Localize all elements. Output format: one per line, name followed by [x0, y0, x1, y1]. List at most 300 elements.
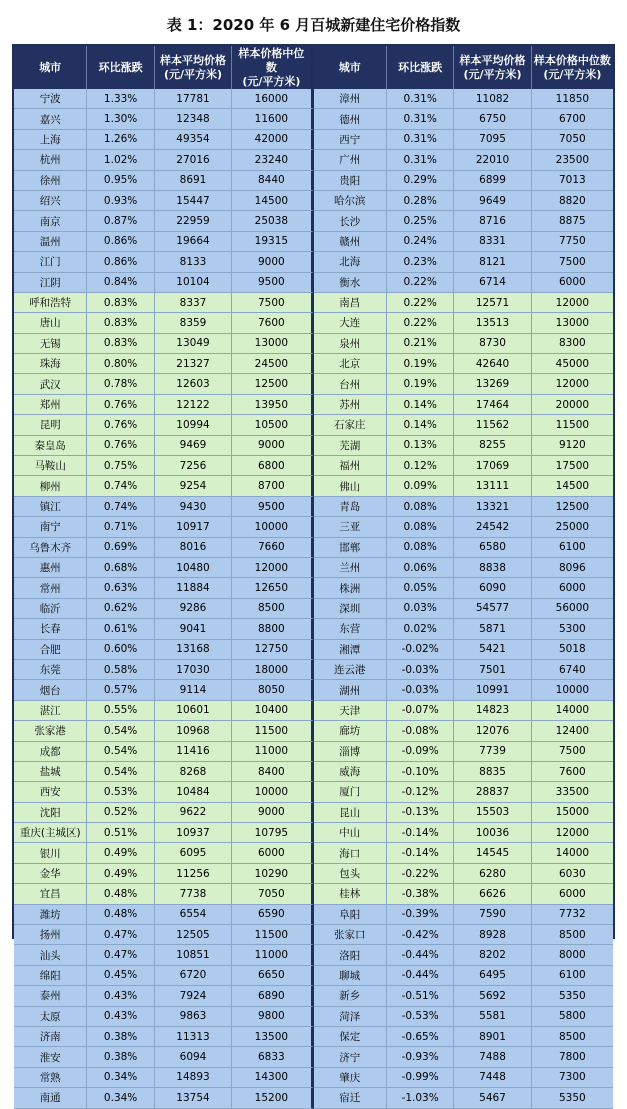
table-row — [14, 966, 613, 986]
city-cell: 唐山 — [14, 313, 87, 333]
avg-price-cell: 6094 — [155, 1047, 232, 1067]
avg-price-cell: 9622 — [155, 803, 232, 823]
table-row — [14, 721, 613, 741]
mom-cell: -1.03% — [387, 1088, 454, 1108]
median-price-cell: 12000 — [232, 558, 313, 578]
mom-cell: 0.54% — [87, 742, 154, 762]
city-cell: 东莞 — [14, 660, 87, 680]
median-price-cell: 13000 — [532, 313, 613, 333]
median-price-cell: 14300 — [232, 1068, 313, 1088]
avg-price-cell: 11416 — [155, 742, 232, 762]
median-price-cell: 25000 — [532, 517, 613, 537]
median-price-cell: 6650 — [232, 966, 313, 986]
avg-price-cell: 27016 — [155, 150, 232, 170]
mom-cell: 0.86% — [87, 252, 154, 272]
table-row — [14, 640, 613, 660]
avg-price-cell: 13513 — [454, 313, 531, 333]
mom-cell: 0.34% — [87, 1068, 154, 1088]
median-price-cell: 56000 — [532, 599, 613, 619]
median-price-cell: 8400 — [232, 762, 313, 782]
table-row — [14, 1088, 613, 1108]
mom-cell: -0.38% — [387, 884, 454, 904]
city-cell: 保定 — [314, 1027, 387, 1047]
city-cell: 成都 — [14, 742, 87, 762]
mom-cell: 1.02% — [87, 150, 154, 170]
table-row — [14, 823, 613, 843]
avg-price-cell: 10917 — [155, 517, 232, 537]
avg-price-cell: 13269 — [454, 374, 531, 394]
city-cell: 宁波 — [14, 89, 87, 109]
avg-price-cell: 10601 — [155, 701, 232, 721]
city-cell: 南昌 — [314, 293, 387, 313]
avg-price-cell: 5692 — [454, 986, 531, 1006]
table-row — [14, 782, 613, 802]
table-row — [14, 803, 613, 823]
city-cell: 金华 — [14, 864, 87, 884]
table-row — [14, 313, 613, 333]
city-cell: 临沂 — [14, 599, 87, 619]
avg-price-cell: 12603 — [155, 374, 232, 394]
mom-cell: 0.45% — [87, 966, 154, 986]
mom-cell: 0.58% — [87, 660, 154, 680]
mom-cell: 0.93% — [87, 191, 154, 211]
avg-price-cell: 8331 — [454, 232, 531, 252]
avg-price-cell: 8928 — [454, 925, 531, 945]
avg-price-cell: 9041 — [155, 619, 232, 639]
city-cell: 包头 — [314, 864, 387, 884]
avg-price-cell: 9863 — [155, 1007, 232, 1027]
city-cell: 绍兴 — [14, 191, 87, 211]
table-row — [14, 762, 613, 782]
avg-price-cell: 14545 — [454, 843, 531, 863]
table-row — [14, 884, 613, 904]
city-cell: 烟台 — [14, 680, 87, 700]
median-price-cell: 7800 — [532, 1047, 613, 1067]
table-row — [14, 334, 613, 354]
median-price-cell: 8000 — [532, 945, 613, 965]
avg-price-cell: 24542 — [454, 517, 531, 537]
city-cell: 合肥 — [14, 640, 87, 660]
avg-price-cell: 9114 — [155, 680, 232, 700]
city-cell: 哈尔滨 — [314, 191, 387, 211]
avg-price-cell: 21327 — [155, 354, 232, 374]
city-cell: 江阴 — [14, 273, 87, 293]
city-cell: 长春 — [14, 619, 87, 639]
city-cell: 泉州 — [314, 334, 387, 354]
table-row — [14, 130, 613, 150]
median-price-cell: 10500 — [232, 415, 313, 435]
avg-price-cell: 6095 — [155, 843, 232, 863]
mom-cell: 0.22% — [387, 313, 454, 333]
avg-price-cell: 7448 — [454, 1068, 531, 1088]
mom-cell: -0.99% — [387, 1068, 454, 1088]
table-body — [14, 89, 613, 1109]
avg-price-cell: 15447 — [155, 191, 232, 211]
median-price-cell: 8500 — [532, 1027, 613, 1047]
median-price-cell: 9000 — [232, 252, 313, 272]
city-cell: 江门 — [14, 252, 87, 272]
table-row — [14, 232, 613, 252]
city-cell: 汕头 — [14, 945, 87, 965]
mom-cell: 0.14% — [387, 395, 454, 415]
table-row — [14, 517, 613, 537]
mom-cell: -0.12% — [387, 782, 454, 802]
table-row — [14, 1027, 613, 1047]
city-cell: 洛阳 — [314, 945, 387, 965]
table-row — [14, 273, 613, 293]
mom-cell: 0.55% — [87, 701, 154, 721]
mom-cell: 0.83% — [87, 313, 154, 333]
avg-price-cell: 6090 — [454, 578, 531, 598]
avg-price-cell: 17781 — [155, 89, 232, 109]
median-price-cell: 11600 — [232, 109, 313, 129]
city-cell: 北京 — [314, 354, 387, 374]
avg-price-cell: 10104 — [155, 273, 232, 293]
mom-cell: 0.14% — [387, 415, 454, 435]
median-price-cell: 11500 — [232, 721, 313, 741]
median-price-cell: 12650 — [232, 578, 313, 598]
mom-cell: 0.19% — [387, 374, 454, 394]
avg-price-cell: 7256 — [155, 456, 232, 476]
mom-cell: 0.03% — [387, 599, 454, 619]
median-price-cell: 14500 — [532, 476, 613, 496]
median-price-cell: 5800 — [532, 1007, 613, 1027]
median-price-cell: 14500 — [232, 191, 313, 211]
avg-price-cell: 22010 — [454, 150, 531, 170]
median-price-cell: 8700 — [232, 476, 313, 496]
median-price-cell: 8440 — [232, 171, 313, 191]
city-cell: 新乡 — [314, 986, 387, 1006]
mom-cell: 0.61% — [87, 619, 154, 639]
avg-price-cell: 13049 — [155, 334, 232, 354]
mom-cell: -0.02% — [387, 640, 454, 660]
city-cell: 常熟 — [14, 1068, 87, 1088]
table-row — [14, 171, 613, 191]
city-cell: 厦门 — [314, 782, 387, 802]
city-cell: 菏泽 — [314, 1007, 387, 1027]
mom-cell: -0.44% — [387, 966, 454, 986]
median-price-cell: 13950 — [232, 395, 313, 415]
avg-price-cell: 6495 — [454, 966, 531, 986]
median-price-cell: 9000 — [232, 803, 313, 823]
city-cell: 三亚 — [314, 517, 387, 537]
table-row — [14, 1068, 613, 1088]
city-cell: 贵阳 — [314, 171, 387, 191]
median-price-cell: 11850 — [532, 89, 613, 109]
median-price-cell: 11000 — [232, 742, 313, 762]
mom-cell: 0.68% — [87, 558, 154, 578]
mom-cell: 0.83% — [87, 293, 154, 313]
median-price-cell: 13500 — [232, 1027, 313, 1047]
mom-cell: 1.26% — [87, 130, 154, 150]
header-avg-line2: (元/平方米) — [163, 67, 223, 81]
mom-cell: 0.86% — [87, 232, 154, 252]
mom-cell: 0.62% — [87, 599, 154, 619]
city-cell: 漳州 — [314, 89, 387, 109]
header-mom-right: 环比涨跌 — [387, 46, 454, 89]
median-price-cell: 10000 — [532, 680, 613, 700]
mom-cell: -0.42% — [387, 925, 454, 945]
median-price-cell: 5018 — [532, 640, 613, 660]
mom-cell: 0.76% — [87, 415, 154, 435]
city-cell: 石家庄 — [314, 415, 387, 435]
table-row — [14, 211, 613, 231]
city-cell: 扬州 — [14, 925, 87, 945]
mom-cell: -0.44% — [387, 945, 454, 965]
table-row — [14, 252, 613, 272]
table-row — [14, 1007, 613, 1027]
avg-price-cell: 49354 — [155, 130, 232, 150]
mom-cell: -0.13% — [387, 803, 454, 823]
mom-cell: 0.84% — [87, 273, 154, 293]
mom-cell: 0.78% — [87, 374, 154, 394]
mom-cell: 0.48% — [87, 905, 154, 925]
avg-price-cell: 8691 — [155, 171, 232, 191]
mom-cell: -0.14% — [387, 823, 454, 843]
avg-price-cell: 17464 — [454, 395, 531, 415]
city-cell: 威海 — [314, 762, 387, 782]
avg-price-cell: 9430 — [155, 497, 232, 517]
city-cell: 宜昌 — [14, 884, 87, 904]
city-cell: 沈阳 — [14, 803, 87, 823]
avg-price-cell: 6580 — [454, 538, 531, 558]
table-row — [14, 109, 613, 129]
avg-price-cell: 11082 — [454, 89, 531, 109]
table-row — [14, 456, 613, 476]
city-cell: 青岛 — [314, 497, 387, 517]
table-row — [14, 415, 613, 435]
mom-cell: -0.03% — [387, 660, 454, 680]
avg-price-cell: 5467 — [454, 1088, 531, 1108]
avg-price-cell: 8268 — [155, 762, 232, 782]
city-cell: 无锡 — [14, 334, 87, 354]
table-header — [14, 46, 613, 89]
city-cell: 秦皇岛 — [14, 436, 87, 456]
avg-price-cell: 5871 — [454, 619, 531, 639]
mom-cell: 0.28% — [387, 191, 454, 211]
header-med-line2: (元/平方米) — [242, 74, 301, 88]
mom-cell: 0.29% — [387, 171, 454, 191]
city-cell: 徐州 — [14, 171, 87, 191]
avg-price-cell: 10036 — [454, 823, 531, 843]
median-price-cell: 10000 — [232, 517, 313, 537]
median-price-cell: 6100 — [532, 538, 613, 558]
header-avg-price-right — [454, 46, 531, 89]
mom-cell: 0.74% — [87, 497, 154, 517]
median-price-cell: 7050 — [232, 884, 313, 904]
mom-cell: 0.69% — [87, 538, 154, 558]
median-price-cell: 6000 — [232, 843, 313, 863]
mom-cell: -0.07% — [387, 701, 454, 721]
median-price-cell: 7500 — [232, 293, 313, 313]
avg-price-cell: 6750 — [454, 109, 531, 129]
mom-cell: 0.76% — [87, 436, 154, 456]
avg-price-cell: 7501 — [454, 660, 531, 680]
city-cell: 惠州 — [14, 558, 87, 578]
city-cell: 聊城 — [314, 966, 387, 986]
mom-cell: 0.08% — [387, 497, 454, 517]
city-cell: 海口 — [314, 843, 387, 863]
mom-cell: 0.52% — [87, 803, 154, 823]
median-price-cell: 14000 — [532, 843, 613, 863]
mom-cell: 0.31% — [387, 130, 454, 150]
mom-cell: 0.49% — [87, 843, 154, 863]
mom-cell: 0.23% — [387, 252, 454, 272]
avg-price-cell: 8716 — [454, 211, 531, 231]
mom-cell: 0.19% — [387, 354, 454, 374]
mom-cell: -0.10% — [387, 762, 454, 782]
city-cell: 兰州 — [314, 558, 387, 578]
median-price-cell: 7500 — [532, 252, 613, 272]
median-price-cell: 6000 — [532, 884, 613, 904]
mom-cell: 0.49% — [87, 864, 154, 884]
mom-cell: -0.93% — [387, 1047, 454, 1067]
city-cell: 衡水 — [314, 273, 387, 293]
avg-price-cell: 6626 — [454, 884, 531, 904]
table-row — [14, 293, 613, 313]
median-price-cell: 6590 — [232, 905, 313, 925]
city-cell: 宿迁 — [314, 1088, 387, 1108]
avg-price-cell: 7590 — [454, 905, 531, 925]
city-cell: 张家口 — [314, 925, 387, 945]
avg-price-cell: 7095 — [454, 130, 531, 150]
table-row — [14, 843, 613, 863]
city-cell: 株洲 — [314, 578, 387, 598]
city-cell: 赣州 — [314, 232, 387, 252]
avg-price-cell: 6720 — [155, 966, 232, 986]
table-row — [14, 742, 613, 762]
median-price-cell: 5350 — [532, 1088, 613, 1108]
city-cell: 邯郸 — [314, 538, 387, 558]
avg-price-cell: 11313 — [155, 1027, 232, 1047]
avg-price-cell: 5421 — [454, 640, 531, 660]
median-price-cell: 10000 — [232, 782, 313, 802]
median-price-cell: 10290 — [232, 864, 313, 884]
median-price-cell: 16000 — [232, 89, 313, 109]
median-price-cell: 7600 — [532, 762, 613, 782]
mom-cell: 0.09% — [387, 476, 454, 496]
table-row — [14, 395, 613, 415]
mom-cell: 0.53% — [87, 782, 154, 802]
mom-cell: 0.87% — [87, 211, 154, 231]
table-row — [14, 578, 613, 598]
avg-price-cell: 10994 — [155, 415, 232, 435]
median-price-cell: 14000 — [532, 701, 613, 721]
mom-cell: 0.83% — [87, 334, 154, 354]
avg-price-cell: 5581 — [454, 1007, 531, 1027]
avg-price-cell: 8255 — [454, 436, 531, 456]
median-price-cell: 8800 — [232, 619, 313, 639]
mom-cell: 0.08% — [387, 517, 454, 537]
mom-cell: 0.31% — [387, 89, 454, 109]
median-price-cell: 45000 — [532, 354, 613, 374]
avg-price-cell: 6280 — [454, 864, 531, 884]
avg-price-cell: 7739 — [454, 742, 531, 762]
mom-cell: 0.60% — [87, 640, 154, 660]
city-cell: 呼和浩特 — [14, 293, 87, 313]
city-cell: 深圳 — [314, 599, 387, 619]
avg-price-cell: 9469 — [155, 436, 232, 456]
avg-price-cell: 11562 — [454, 415, 531, 435]
city-cell: 西安 — [14, 782, 87, 802]
mom-cell: 0.95% — [87, 171, 154, 191]
avg-price-cell: 10851 — [155, 945, 232, 965]
city-cell: 潍坊 — [14, 905, 87, 925]
median-price-cell: 13000 — [232, 334, 313, 354]
median-price-cell: 7750 — [532, 232, 613, 252]
median-price-cell: 8300 — [532, 334, 613, 354]
mom-cell: -0.14% — [387, 843, 454, 863]
city-cell: 南京 — [14, 211, 87, 231]
city-cell: 昆山 — [314, 803, 387, 823]
median-price-cell: 7050 — [532, 130, 613, 150]
header-med-line1-right: 样本价格中位数 — [533, 53, 611, 67]
mom-cell: 0.74% — [87, 476, 154, 496]
city-cell: 泰州 — [14, 986, 87, 1006]
median-price-cell: 11500 — [532, 415, 613, 435]
header-avg-line2-right: (元/平方米) — [463, 67, 522, 81]
header-med-line2-right: (元/平方米) — [543, 67, 602, 81]
avg-price-cell: 8016 — [155, 538, 232, 558]
avg-price-cell: 11256 — [155, 864, 232, 884]
avg-price-cell: 13111 — [454, 476, 531, 496]
mom-cell: -0.65% — [387, 1027, 454, 1047]
avg-price-cell: 7488 — [454, 1047, 531, 1067]
city-cell: 常州 — [14, 578, 87, 598]
avg-price-cell: 12571 — [454, 293, 531, 313]
city-cell: 德州 — [314, 109, 387, 129]
city-cell: 东营 — [314, 619, 387, 639]
median-price-cell: 6800 — [232, 456, 313, 476]
avg-price-cell: 22959 — [155, 211, 232, 231]
mom-cell: 0.06% — [387, 558, 454, 578]
median-price-cell: 12000 — [532, 374, 613, 394]
avg-price-cell: 13321 — [454, 497, 531, 517]
city-cell: 温州 — [14, 232, 87, 252]
median-price-cell: 23500 — [532, 150, 613, 170]
median-price-cell: 33500 — [532, 782, 613, 802]
median-price-cell: 7600 — [232, 313, 313, 333]
avg-price-cell: 8337 — [155, 293, 232, 313]
city-cell: 乌鲁木齐 — [14, 538, 87, 558]
city-cell: 绵阳 — [14, 966, 87, 986]
median-price-cell: 42000 — [232, 130, 313, 150]
table-row — [14, 150, 613, 170]
median-price-cell: 23240 — [232, 150, 313, 170]
city-cell: 天津 — [314, 701, 387, 721]
mom-cell: -0.09% — [387, 742, 454, 762]
city-cell: 昆明 — [14, 415, 87, 435]
mom-cell: -0.39% — [387, 905, 454, 925]
city-cell: 郑州 — [14, 395, 87, 415]
median-price-cell: 5350 — [532, 986, 613, 1006]
median-price-cell: 7300 — [532, 1068, 613, 1088]
table-row — [14, 354, 613, 374]
median-price-cell: 24500 — [232, 354, 313, 374]
city-cell: 银川 — [14, 843, 87, 863]
mom-cell: 0.08% — [387, 538, 454, 558]
median-price-cell: 12400 — [532, 721, 613, 741]
median-price-cell: 25038 — [232, 211, 313, 231]
median-price-cell: 8500 — [232, 599, 313, 619]
city-cell: 中山 — [314, 823, 387, 843]
avg-price-cell: 7738 — [155, 884, 232, 904]
header-city: 城市 — [14, 46, 87, 89]
table-row — [14, 374, 613, 394]
median-price-cell: 12500 — [232, 374, 313, 394]
median-price-cell: 6100 — [532, 966, 613, 986]
median-price-cell: 7660 — [232, 538, 313, 558]
